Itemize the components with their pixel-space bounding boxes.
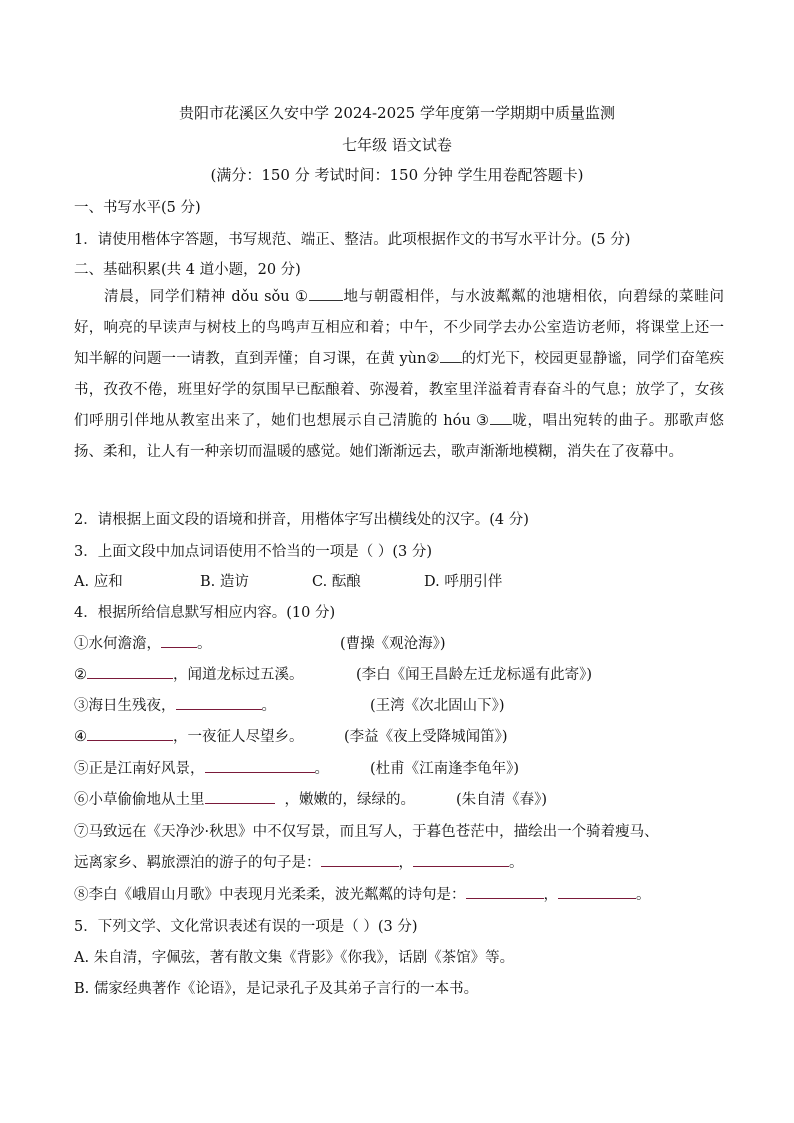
q5-option-a: A. 朱自清，字佩弦，著有散文集《背影》《你我》，话剧《茶馆》等。: [74, 950, 515, 966]
recite-1-end: 。: [197, 636, 212, 652]
recite-1-source: (曹操《观沧海》): [340, 636, 446, 652]
recite-6-text: ⑥小草偷偷地从土里: [74, 792, 205, 808]
recite-1-blank[interactable]: [161, 633, 197, 648]
passage-part-4: 咙，唱出宛转的曲子。那歌声悠扬、柔和，让人有一种亲切而温暖的感觉。她们渐渐远去，歌声渐渐地模糊，消失在了夜幕中。: [74, 413, 725, 460]
q3-option-a: A. 应和: [74, 574, 123, 590]
recite-3-text: ③海日生残夜，: [74, 698, 176, 714]
recite-2-text: ②: [74, 667, 87, 683]
recite-8-end: 。: [636, 887, 651, 903]
recite-4-source: (李益《夜上受降城闻笛》): [344, 729, 508, 745]
q3-option-d: D. 呼朋引伴: [424, 574, 503, 590]
recite-1-text: ①水何澹澹，: [74, 636, 161, 652]
recite-8-blank-1[interactable]: [466, 884, 544, 899]
recite-item-3: [74, 694, 276, 715]
recite-5-source: (杜甫《江南逢李龟年》): [370, 761, 520, 777]
answer-blank-3[interactable]: [490, 410, 512, 425]
recite-7-blank-2[interactable]: [413, 852, 509, 867]
exam-subtitle: 七年级 语文试卷: [342, 136, 452, 154]
recite-item-1: [74, 632, 212, 653]
recite-3-source: (王湾《次北固山下》): [370, 698, 505, 714]
recite-item-4: [74, 725, 304, 746]
recite-item-7-line2: [74, 851, 524, 872]
q5-option-b: B. 儒家经典著作《论语》，是记录孔子及其弟子言行的一本书。: [74, 981, 479, 997]
recite-4-blank[interactable]: [87, 726, 173, 741]
recite-8-text: ⑧李白《峨眉山月歌》中表现月光柔柔，波光粼粼的诗句是：: [74, 887, 466, 903]
q3-option-c: C. 酝酿: [312, 574, 361, 590]
question-5: 5．下列文学、文化常识表述有误的一项是（ ）(3 分): [74, 919, 418, 935]
recite-2-source: (李白《闻王昌龄左迁龙标遥有此寄》): [356, 667, 593, 683]
recite-item-6: [74, 788, 415, 809]
answer-blank-1[interactable]: [309, 286, 343, 301]
recite-5-blank[interactable]: [205, 758, 315, 773]
reading-passage: [74, 282, 724, 468]
recite-4-end: ，一夜征人尽望乡。: [173, 729, 304, 745]
question-2: 2．请根据上面文段的语境和拼音，用楷体字写出横线处的汉字。(4 分): [74, 512, 529, 528]
recite-5-end: 。: [314, 761, 329, 777]
passage-part-2: 地与朝霞相伴，与水波粼粼的池塘相依，向碧绿的菜畦问好，响亮的早读声与树枝上的鸟鸣声互相应和着；中午，不少同学去办公室造访老师，将课堂上还一知半解的问题一一请教，直到弄懂；自习课，在黄 yùn②: [74, 289, 725, 367]
passage-part-3: 的灯光下，校园更显静谧，同学们奋笔疾书，孜孜不倦，班里好学的氛围早已酝酿着、弥漫着，教室里洋溢着青春奋斗的气息；放学了，女孩们呼朋引伴地从教室出来了，她们也想展示自己清脆的 hóu ③: [74, 351, 725, 429]
passage-part-1: 清晨，同学们精神 dǒu sǒu ①: [104, 289, 309, 305]
question-4: 4．根据所给信息默写相应内容。(10 分): [74, 605, 336, 621]
recite-item-7-line1: ⑦马致远在《天净沙·秋思》中不仅写景，而且写人，于暮色苍茫中，描绘出一个骑着瘦马、: [74, 824, 659, 840]
recite-8-comma: ，: [543, 887, 558, 903]
recite-item-5: [74, 757, 329, 778]
section2-heading: 二、基础积累(共 4 道小题，20 分): [74, 262, 301, 278]
recite-7-text: 远离家乡、羁旅漂泊的游子的句子是：: [74, 855, 321, 871]
recite-6-end: ，嫩嫩的，绿绿的。: [284, 792, 415, 808]
recite-item-8: [74, 883, 651, 904]
recite-2-end: ，闻道龙标过五溪。: [173, 667, 304, 683]
exam-info: (满分：150 分 考试时间：150 分钟 学生用卷配答题卡): [210, 166, 584, 184]
section1-heading: 一、书写水平(5 分): [74, 200, 201, 216]
recite-2-blank[interactable]: [87, 664, 173, 679]
question-3: 3．上面文段中加点词语使用不恰当的一项是（ ）(3 分): [74, 544, 432, 560]
recite-7-end: 。: [509, 855, 524, 871]
recite-7-comma: ，: [398, 855, 413, 871]
question-1: 1．请使用楷体字答题，书写规范、端正、整洁。此项根据作文的书写水平计分。(5 分): [74, 232, 631, 248]
recite-3-end: 。: [261, 698, 276, 714]
recite-4-text: ④: [74, 729, 87, 745]
recite-7-blank-1[interactable]: [321, 852, 399, 867]
recite-6-blank[interactable]: [205, 789, 275, 804]
recite-item-2: [74, 663, 304, 684]
recite-3-blank[interactable]: [176, 695, 262, 710]
exam-title: 贵阳市花溪区久安中学 2024-2025 学年度第一学期期中质量监测: [179, 104, 615, 122]
q3-option-b: B. 造访: [200, 574, 249, 590]
recite-6-source: (朱自清《春》): [456, 792, 548, 808]
answer-blank-2[interactable]: [440, 348, 462, 363]
recite-8-blank-2[interactable]: [558, 884, 636, 899]
recite-5-text: ⑤正是江南好风景，: [74, 761, 205, 777]
